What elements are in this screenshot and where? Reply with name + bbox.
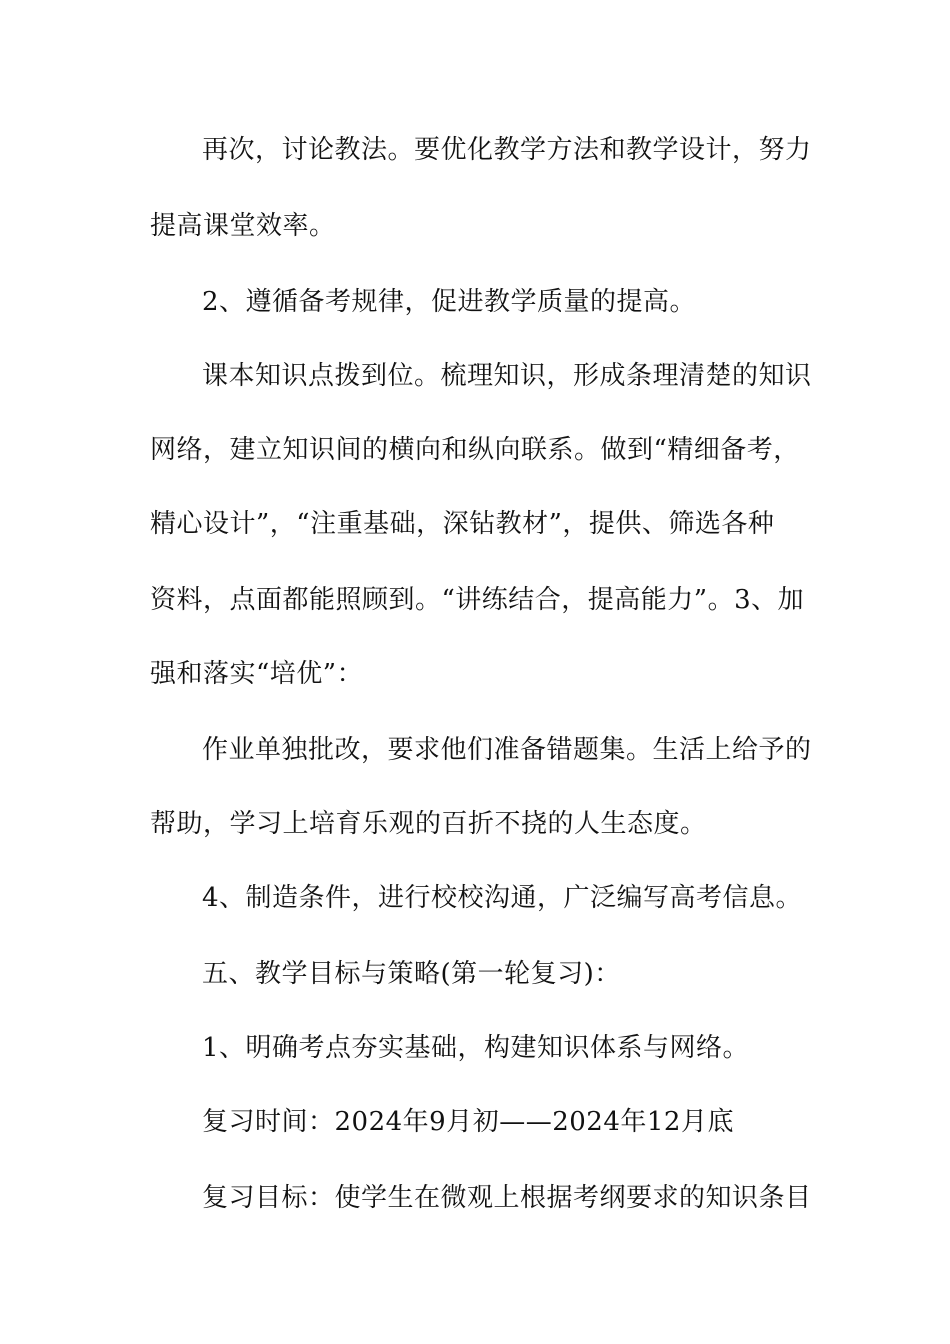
paragraph-line: 2、遵循备考规律，促进教学质量的提高。 — [202, 287, 697, 317]
paragraph-line: 复习时间：2024年9月初——2024年12月底 — [202, 1107, 734, 1137]
paragraph-line: 五、教学目标与策略(第一轮复习)： — [202, 959, 621, 989]
paragraph-line: 1、明确考点夯实基础，构建知识体系与网络。 — [202, 1033, 750, 1063]
paragraph-line: 网络，建立知识间的横向和纵向联系。做到“精细备考， — [150, 435, 800, 465]
paragraph-line: 4、制造条件，进行校校沟通，广泛编写高考信息。 — [202, 883, 803, 913]
paragraph-line: 资料，点面都能照顾到。“讲练结合，提高能力”。3、加 — [150, 585, 805, 615]
paragraph-line: 提高课堂效率。 — [150, 211, 336, 241]
paragraph-line: 精心设计”，“注重基础，深钻教材”，提供、筛选各种 — [150, 509, 775, 539]
paragraph-line: 帮助，学习上培育乐观的百折不挠的人生态度。 — [150, 809, 707, 839]
paragraph-line: 复习目标：使学生在微观上根据考纲要求的知识条目 — [202, 1183, 812, 1213]
paragraph-line: 再次，讨论教法。要优化教学方法和教学设计，努力 — [202, 135, 812, 165]
paragraph-line: 作业单独批改，要求他们准备错题集。生活上给予的 — [202, 735, 812, 765]
paragraph-line: 强和落实“培优”： — [150, 659, 364, 689]
paragraph-line: 课本知识点拨到位。梳理知识，形成条理清楚的知识 — [202, 361, 812, 391]
